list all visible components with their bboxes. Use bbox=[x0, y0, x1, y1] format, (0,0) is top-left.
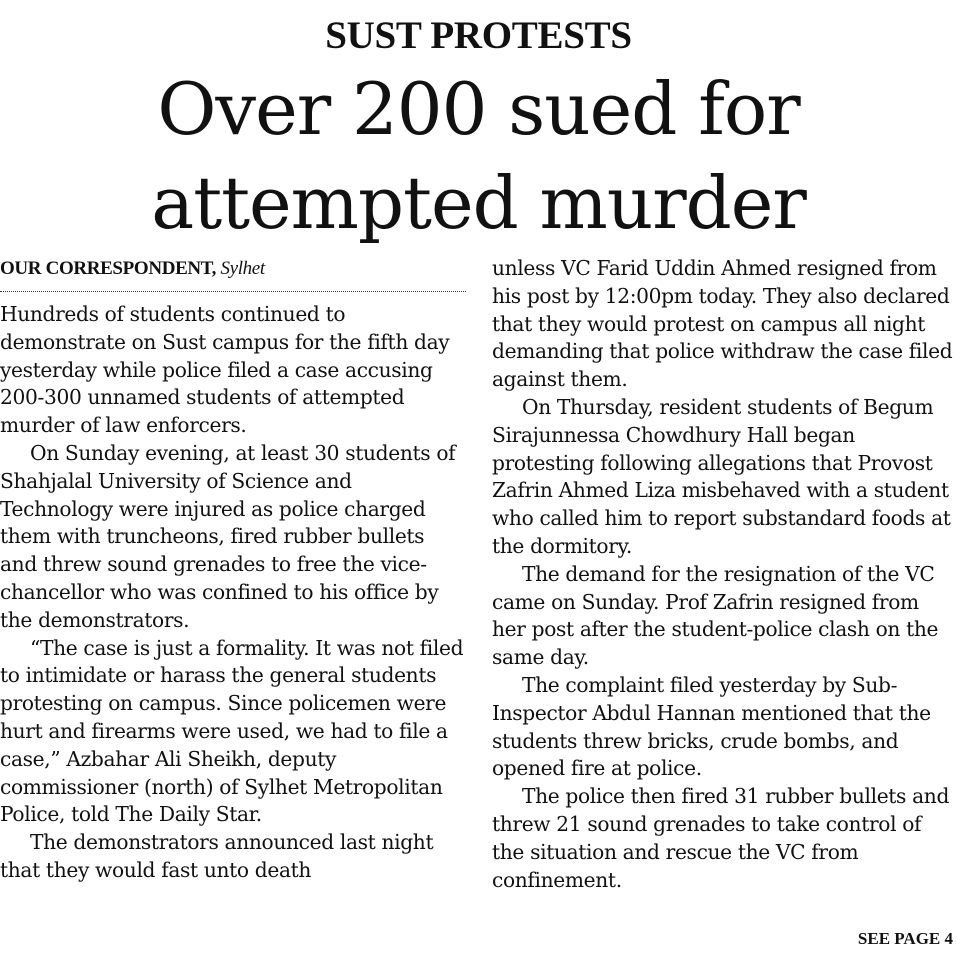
paragraph: unless VC Farid Uddin Ahmed resigned from his post by 12:00pm today. They also declared that they would protest on campus all night demanding that police withdraw the case filed against them. bbox=[492, 256, 953, 392]
paragraph: Hundreds of students continued to demonstrate on Sust campus for the fifth day yesterday while police filed a case accusing 200-300 unnamed students of attempted murder of law enforcers. bbox=[0, 302, 450, 438]
article-column-right bbox=[492, 255, 954, 894]
byline-location: Sylhet bbox=[220, 258, 265, 279]
paragraph: The complaint filed yesterday by Sub-Inspector Abdul Hannan mentioned that the students threw bricks, crude bombs, and opened fire at police. bbox=[492, 672, 931, 781]
article-kicker: SUST PROTESTS bbox=[325, 14, 632, 57]
paragraph: The police then fired 31 rubber bullets and threw 21 sound grenades to take control of the situation and rescue the VC from confinement. bbox=[492, 784, 950, 892]
paragraph: On Thursday, resident students of Begum Sirajunnessa Chowdhury Hall began protesting following allegations that Provost Zafrin Ahmed Liza misbehaved with a student who called him to report substandard foods at the dormitory. bbox=[492, 394, 951, 558]
paragraph: On Sunday evening, at least 30 students of Shahjalal University of Science and Technology were injured as police charged them with truncheons, fired rubber bullets and threw sound grenades to free the vice-chancellor who was confined to his office by the demonstrators. bbox=[0, 440, 456, 632]
byline-author: OUR CORRESPONDENT, bbox=[0, 258, 217, 279]
byline bbox=[0, 255, 466, 292]
paragraph: “The case is just a formality. It was not filed to intimidate or harass the general students protesting on campus. Since policemen were hurt and firearms were used, we had to file a case,” Azbahar Ali Sheikh, deputy commissioner (north) of Sylhet Metropolitan Police, told The Daily Star. bbox=[0, 635, 464, 827]
article-column-left bbox=[0, 255, 466, 885]
headline-line-2: attempted murder bbox=[151, 161, 806, 245]
continuation-jump: SEE PAGE 4 bbox=[857, 929, 953, 948]
paragraph: The demonstrators announced last night that they would fast unto death bbox=[0, 830, 434, 882]
paragraph: The demand for the resignation of the VC came on Sunday. Prof Zafrin resigned from her post after the student-police clash on the same day. bbox=[492, 561, 939, 670]
headline-line-1: Over 200 sued for bbox=[157, 67, 800, 151]
article-headline bbox=[0, 62, 957, 250]
